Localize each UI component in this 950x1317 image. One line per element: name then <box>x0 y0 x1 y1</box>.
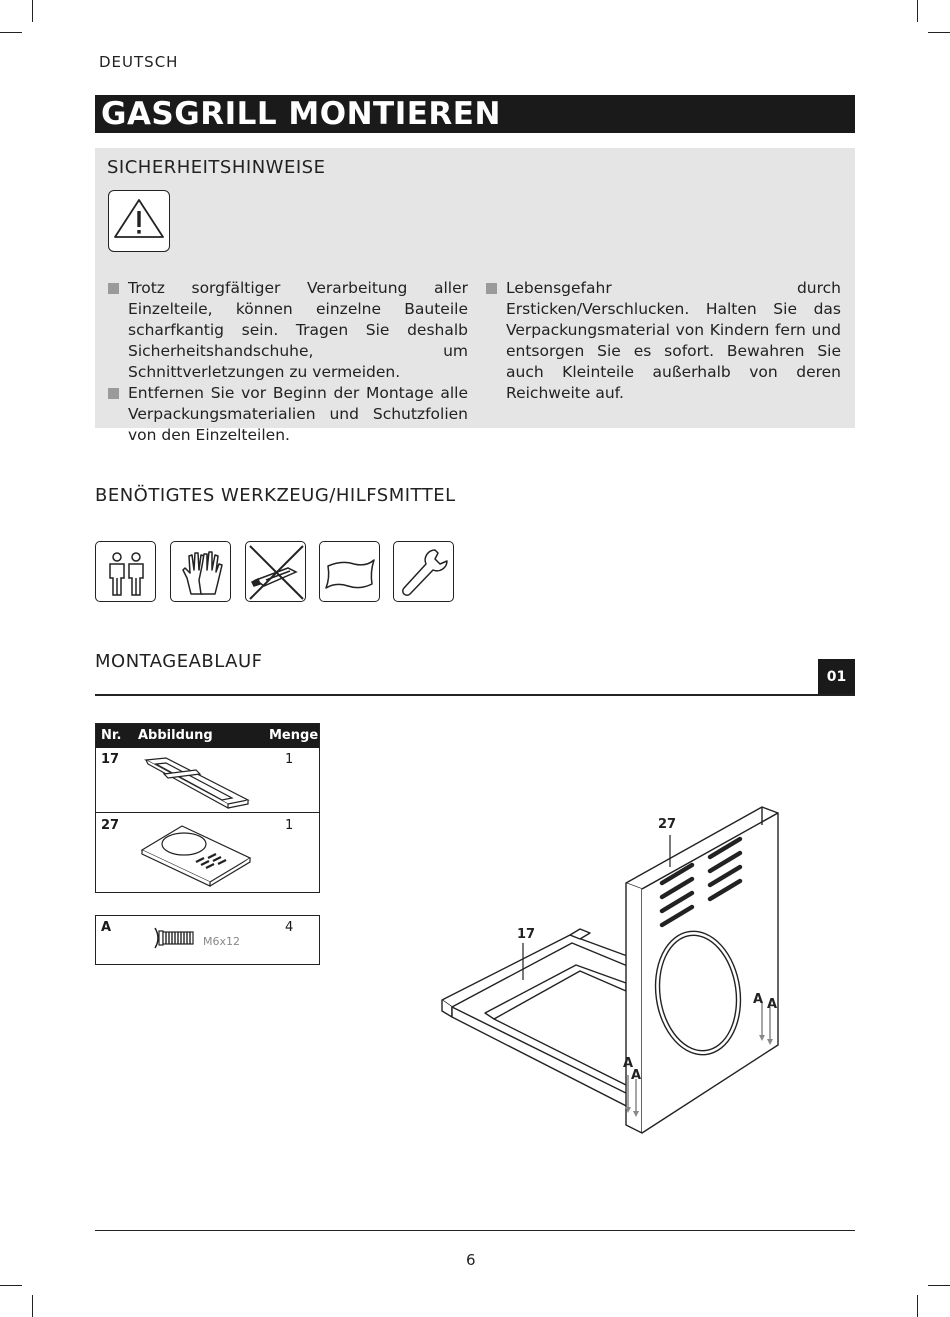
language-label: DEUTSCH <box>99 53 179 71</box>
crop-mark <box>928 1285 950 1286</box>
wrench-icon <box>393 541 454 602</box>
diagram-label-screw-a: A <box>631 1068 642 1083</box>
parts-table <box>95 723 320 893</box>
safety-left-column <box>108 278 468 446</box>
table-header <box>96 724 319 748</box>
panel-part-image <box>138 820 253 888</box>
assembly-heading: MONTAGEABLAUF <box>95 651 263 672</box>
footer-divider <box>95 1230 855 1231</box>
assembly-diagram <box>430 795 790 1149</box>
table-row <box>96 814 319 892</box>
part-number: 17 <box>101 752 120 767</box>
hardware-id: A <box>101 920 112 935</box>
tools-heading: BENÖTIGTES WERKZEUG/HILFSMITTEL <box>95 485 456 506</box>
crop-mark <box>32 0 33 22</box>
crop-mark <box>928 32 950 33</box>
table-row <box>96 748 319 813</box>
divider <box>95 694 855 696</box>
cloth-icon <box>319 541 380 602</box>
safety-heading: SICHERHEITSHINWEISE <box>107 157 326 178</box>
frame-part-image <box>136 754 256 810</box>
screw-size: M6x12 <box>203 935 240 948</box>
square-bullet-icon <box>486 283 497 294</box>
square-bullet-icon <box>108 283 119 294</box>
page-title: GASGRILL MONTIEREN <box>101 96 501 132</box>
crop-mark <box>917 0 918 22</box>
safety-right-column <box>486 278 841 404</box>
warning-triangle-icon <box>108 190 170 252</box>
part-quantity: 1 <box>285 818 294 833</box>
list-item: Lebensgefahr durch Ersticken/Verschlucken. Halten Sie das Verpackungsmaterial von Kindern fern und entsorgen Sie es sofort. Bewahren Sie auch Kleinteile außerhalb von deren Reichweite auf. <box>486 278 841 404</box>
no-cutter-knife-icon <box>245 541 306 602</box>
safety-panel <box>95 148 855 444</box>
diagram-label-screw-a: A <box>623 1056 634 1071</box>
step-badge: 01 <box>818 659 855 695</box>
part-quantity: 1 <box>285 752 294 767</box>
diagram-label-screw-a: A <box>753 992 764 1007</box>
crop-mark <box>0 32 22 33</box>
column-header-nr: Nr. <box>101 728 122 743</box>
part-number: 27 <box>101 818 120 833</box>
square-bullet-icon <box>108 388 119 399</box>
crop-mark <box>0 1285 22 1286</box>
column-header-figure: Abbildung <box>138 728 213 743</box>
crop-mark <box>917 1295 918 1317</box>
diagram-label-screw-a: A <box>767 997 778 1012</box>
hardware-table <box>95 915 320 965</box>
screw-icon <box>151 924 201 952</box>
crop-mark <box>32 1295 33 1317</box>
column-header-quantity: Menge <box>269 728 319 743</box>
two-persons-icon <box>95 541 156 602</box>
page-number: 6 <box>466 1251 476 1269</box>
list-item: Entfernen Sie vor Beginn der Montage alle Verpackungsmaterialien und Schutzfolien von den Einzelteilen. <box>108 383 468 446</box>
gloves-icon <box>170 541 231 602</box>
hardware-quantity: 4 <box>285 920 294 935</box>
diagram-label-part-27: 27 <box>658 817 677 832</box>
diagram-label-part-17: 17 <box>517 927 536 942</box>
list-item: Trotz sorgfältiger Verarbeitung aller Einzelteile, können einzelne Bauteile scharfkantig sein. Tragen Sie deshalb Sicherheitshandschuhe, um Schnittverletzungen zu vermeiden. <box>108 278 468 383</box>
title-bar <box>95 95 855 133</box>
